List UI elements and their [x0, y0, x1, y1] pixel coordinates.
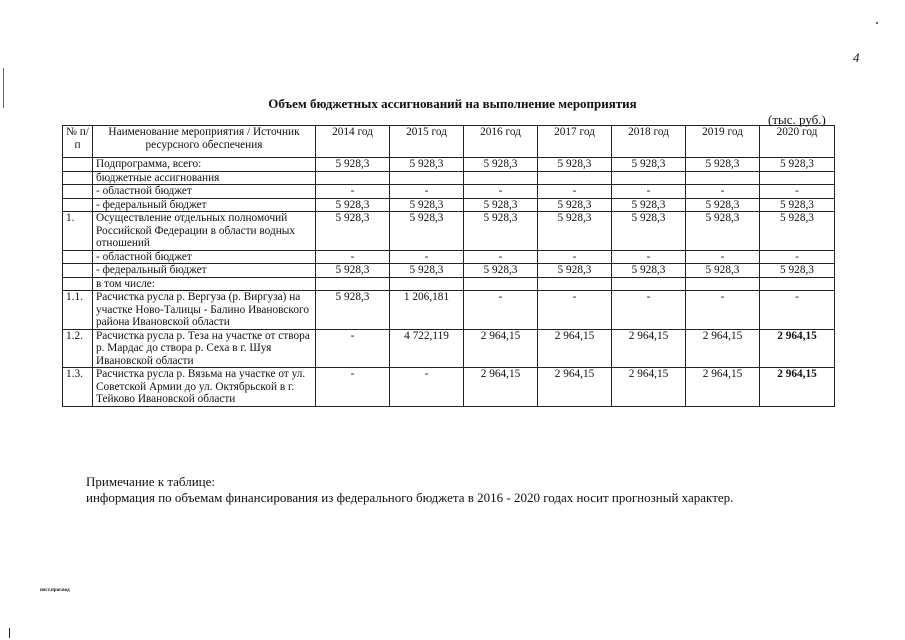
table-row — [63, 198, 835, 212]
header-year: 2018 год — [612, 126, 686, 158]
row-name: Расчистка русла р. Вергуза (р. Виргуза) на участке Ново-Талицы - Балино Ивановского района Ивановской области — [93, 291, 316, 330]
row-num — [63, 277, 93, 291]
row-value — [686, 277, 760, 291]
row-value: 4 722,119 — [390, 329, 464, 368]
row-value: 2 964,15 — [612, 329, 686, 368]
row-value — [390, 171, 464, 185]
row-value: - — [538, 185, 612, 199]
row-num: 1.1. — [63, 291, 93, 330]
scan-dot — [876, 22, 878, 24]
note-title: Примечание к таблице: — [86, 474, 216, 489]
row-value: 5 928,3 — [390, 158, 464, 172]
footer-stamp: пост.прог.вод — [40, 588, 70, 593]
row-value: - — [390, 185, 464, 199]
row-value — [464, 277, 538, 291]
budget-table — [62, 125, 835, 407]
row-value: 5 928,3 — [686, 158, 760, 172]
header-year: 2014 год — [316, 126, 390, 158]
row-value: 5 928,3 — [760, 212, 835, 251]
row-value — [538, 171, 612, 185]
table-row — [63, 250, 835, 264]
row-value: 2 964,15 — [464, 329, 538, 368]
row-value: 5 928,3 — [316, 264, 390, 278]
row-name: - областной бюджет — [93, 185, 316, 199]
row-name: Подпрограмма, всего: — [93, 158, 316, 172]
row-value: - — [686, 250, 760, 264]
row-value: - — [390, 368, 464, 407]
row-num: 1.2. — [63, 329, 93, 368]
row-value: 5 928,3 — [390, 212, 464, 251]
row-num — [63, 158, 93, 172]
units-label: (тыс. руб.) — [768, 112, 826, 127]
page-title: Объем бюджетных ассигнований на выполнение мероприятия — [268, 96, 637, 111]
header-year: 2016 год — [464, 126, 538, 158]
row-value: - — [686, 185, 760, 199]
row-name: в том числе: — [93, 277, 316, 291]
row-value: 5 928,3 — [538, 158, 612, 172]
table-row — [63, 329, 835, 368]
row-value: 1 206,181 — [390, 291, 464, 330]
table-row — [63, 171, 835, 185]
row-value: 5 928,3 — [464, 198, 538, 212]
row-value: - — [760, 291, 835, 330]
row-value: - — [464, 250, 538, 264]
row-value — [464, 171, 538, 185]
row-value: 5 928,3 — [538, 212, 612, 251]
row-value — [760, 277, 835, 291]
row-value: 5 928,3 — [316, 158, 390, 172]
row-value: 2 964,15 — [686, 368, 760, 407]
row-value: - — [760, 185, 835, 199]
row-num — [63, 264, 93, 278]
table-row — [63, 158, 835, 172]
margin-mark-bottom — [9, 628, 10, 638]
row-value: 5 928,3 — [612, 158, 686, 172]
note-text: информация по объемам финансирования из федерального бюджета в 2016 - 2020 годах носит прогнозный характер. — [86, 490, 734, 505]
row-value: - — [612, 185, 686, 199]
row-value: 5 928,3 — [760, 198, 835, 212]
row-value: - — [464, 185, 538, 199]
table-row — [63, 291, 835, 330]
row-value: 5 928,3 — [316, 198, 390, 212]
row-name: бюджетные ассигнования — [93, 171, 316, 185]
row-value — [538, 277, 612, 291]
row-num — [63, 198, 93, 212]
row-value: 5 928,3 — [464, 264, 538, 278]
header-num: № п/п — [63, 126, 93, 158]
table-row — [63, 277, 835, 291]
row-value: - — [686, 291, 760, 330]
row-num: 1. — [63, 212, 93, 251]
row-value — [390, 277, 464, 291]
row-value: - — [316, 329, 390, 368]
row-num — [63, 171, 93, 185]
row-value: 5 928,3 — [316, 291, 390, 330]
row-value: - — [612, 250, 686, 264]
table-row — [63, 264, 835, 278]
table-row — [63, 368, 835, 407]
row-value: 2 964,15 — [760, 368, 835, 407]
row-value: 2 964,15 — [612, 368, 686, 407]
row-value: - — [390, 250, 464, 264]
row-value — [686, 171, 760, 185]
row-value — [316, 277, 390, 291]
table-header-row — [63, 126, 835, 158]
row-value: - — [464, 291, 538, 330]
header-name: Наименование мероприятия / Источник ресурсного обеспечения — [93, 126, 316, 158]
row-value — [612, 277, 686, 291]
row-value: 2 964,15 — [760, 329, 835, 368]
row-value: - — [538, 291, 612, 330]
row-name: - федеральный бюджет — [93, 198, 316, 212]
row-num — [63, 250, 93, 264]
row-value: 5 928,3 — [760, 158, 835, 172]
header-year: 2017 год — [538, 126, 612, 158]
row-value: 5 928,3 — [612, 264, 686, 278]
row-value: 5 928,3 — [538, 198, 612, 212]
row-num: 1.3. — [63, 368, 93, 407]
row-value — [760, 171, 835, 185]
row-value: 5 928,3 — [686, 198, 760, 212]
row-value — [612, 171, 686, 185]
row-value: 5 928,3 — [686, 212, 760, 251]
row-value — [316, 171, 390, 185]
row-value: 5 928,3 — [686, 264, 760, 278]
row-value: 5 928,3 — [464, 212, 538, 251]
row-value: 5 928,3 — [538, 264, 612, 278]
row-value: 5 928,3 — [612, 198, 686, 212]
row-value: - — [316, 185, 390, 199]
row-value: 5 928,3 — [464, 158, 538, 172]
row-value: - — [612, 291, 686, 330]
row-name: Расчистка русла р. Теза на участке от створа р. Мардас до створа р. Сеха в г. Шуя Ивановской области — [93, 329, 316, 368]
row-value: 5 928,3 — [760, 264, 835, 278]
row-name: - федеральный бюджет — [93, 264, 316, 278]
page-number: 4 — [853, 50, 860, 65]
table-row — [63, 185, 835, 199]
row-value: - — [316, 368, 390, 407]
row-name: - областной бюджет — [93, 250, 316, 264]
row-name: Осуществление отдельных полномочий Российской Федерации в области водных отношений — [93, 212, 316, 251]
row-value: 5 928,3 — [316, 212, 390, 251]
row-value: 2 964,15 — [464, 368, 538, 407]
header-year: 2019 год — [686, 126, 760, 158]
table-row — [63, 212, 835, 251]
row-value: 2 964,15 — [686, 329, 760, 368]
row-value: 2 964,15 — [538, 329, 612, 368]
row-value: 5 928,3 — [390, 264, 464, 278]
row-num — [63, 185, 93, 199]
row-value: 5 928,3 — [390, 198, 464, 212]
row-value: - — [316, 250, 390, 264]
row-value: - — [760, 250, 835, 264]
row-name: Расчистка русла р. Вязьма на участке от ул. Советской Армии до ул. Октябрьской в г. Тейково Ивановской области — [93, 368, 316, 407]
header-year: 2020 год — [760, 126, 835, 158]
row-value: 2 964,15 — [538, 368, 612, 407]
row-value: 5 928,3 — [612, 212, 686, 251]
row-value: - — [538, 250, 612, 264]
header-year: 2015 год — [390, 126, 464, 158]
